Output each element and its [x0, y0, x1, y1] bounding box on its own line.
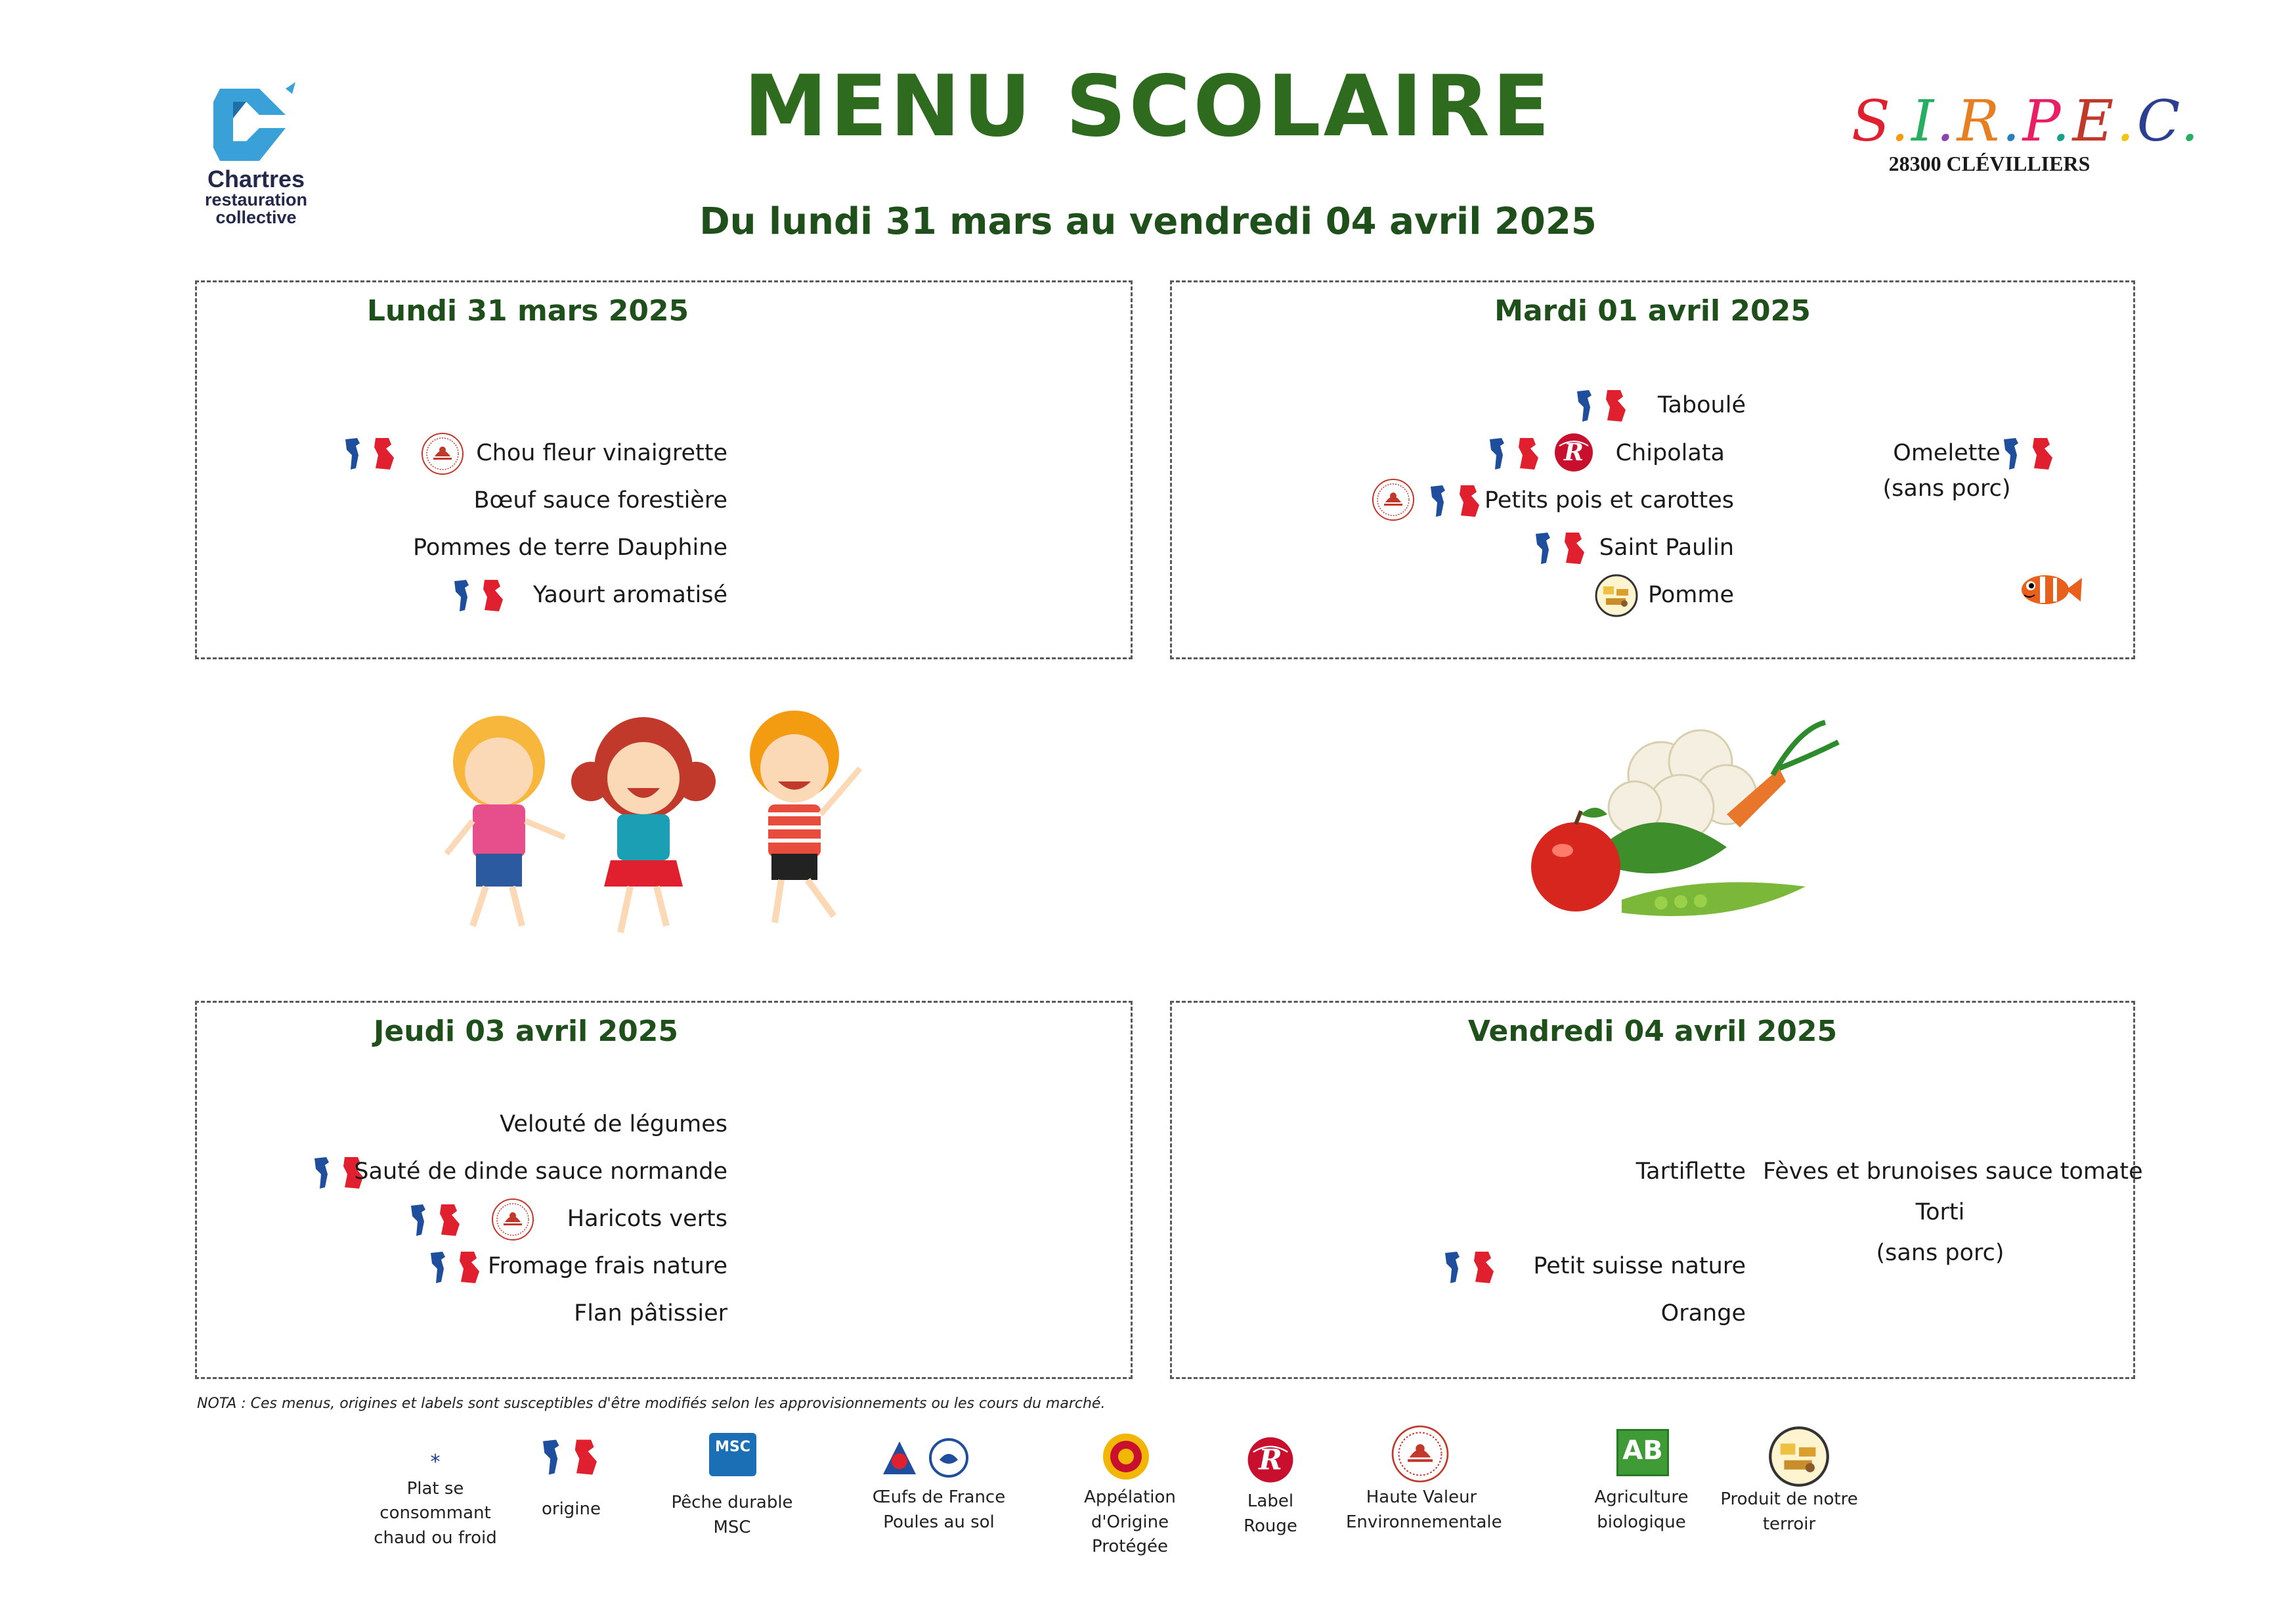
france-flag-icon: [1428, 483, 1482, 519]
terroir-icon: [1767, 1425, 1830, 1488]
legend-item-msc: [657, 1491, 808, 1540]
dish-mardi-4: Saint Paulin: [1599, 535, 1734, 561]
ab-icon: [1616, 1429, 1669, 1476]
legend-item-origine: [496, 1497, 647, 1522]
dish-vendredi-3: Orange: [1660, 1300, 1746, 1327]
page-title: MENU SCOLAIRE: [743, 58, 1553, 156]
dish-jeudi-1: Velouté de légumes: [500, 1111, 727, 1137]
dish-jeudi-4: Fromage frais nature: [488, 1253, 727, 1279]
dish-mardi-alt-1: Omelette: [1893, 440, 2001, 466]
sirpec-letter: S: [1852, 89, 1891, 154]
day-box-lundi: [195, 280, 1133, 659]
label-rouge-icon: [1553, 431, 1595, 473]
legend-label: d'Origine: [1091, 1512, 1169, 1532]
france-flag-icon: [428, 1249, 482, 1286]
legend-item-terroir: [1714, 1487, 1865, 1537]
label-rouge-icon: [1245, 1435, 1295, 1485]
hve-icon: [420, 431, 465, 476]
legend-item-oeufs: [863, 1485, 1014, 1535]
dish-lundi-1: Chou fleur vinaigrette: [476, 440, 727, 466]
day-title-vendredi: Vendredi 04 avril 2025: [1467, 1015, 1838, 1048]
star-icon: *: [430, 1451, 441, 1474]
dish-lundi-2: Bœuf sauce forestière: [473, 487, 727, 514]
legend-item-hve: [1346, 1485, 1502, 1535]
hve-icon: [1390, 1424, 1450, 1484]
sirpec-name: [1852, 89, 2201, 154]
legend-label: Appélation: [1084, 1487, 1176, 1507]
legend-label: Agriculture: [1594, 1487, 1689, 1507]
sirpec-letter: .: [2002, 89, 2023, 154]
legend-label: Environnementale: [1346, 1512, 1502, 1532]
dish-vendredi-alt-1: Fèves et brunoises sauce tomate: [1763, 1158, 2143, 1185]
sirpec-letter: .: [2116, 89, 2137, 154]
sirpec-logo: [1852, 89, 2201, 176]
day-title-jeudi: Jeudi 03 avril 2025: [374, 1015, 678, 1048]
day-box-mardi: [1170, 280, 2135, 659]
oeufs-de-france-icon: [877, 1435, 982, 1481]
dish-mardi-3: Petits pois et carottes: [1484, 487, 1734, 514]
ab-badge-text: AB: [1622, 1436, 1663, 1466]
legend-label: Œufs de France: [872, 1487, 1006, 1507]
france-flag-icon: [1442, 1249, 1496, 1286]
france-flag-icon: [1487, 435, 1541, 472]
dish-mardi-5: Pomme: [1648, 582, 1734, 608]
dish-mardi-alt-2: (sans porc): [1882, 475, 2011, 502]
legend-label: chaud ou froid: [374, 1527, 497, 1548]
dish-lundi-3: Pommes de terre Dauphine: [413, 535, 727, 561]
msc-icon: [709, 1433, 756, 1476]
chartres-logo-line3: collective: [215, 208, 297, 227]
legend-item-label-rouge: [1195, 1489, 1346, 1539]
dish-jeudi-5: Flan pâtissier: [574, 1300, 727, 1327]
day-title-lundi: Lundi 31 mars 2025: [366, 294, 689, 328]
france-flag-icon: [1533, 530, 1587, 567]
legend-item-aop: [1054, 1485, 1205, 1560]
france-flag-icon: [1574, 387, 1628, 424]
sirpec-letter: .: [2180, 89, 2201, 154]
dish-vendredi-1: Tartiflette: [1635, 1158, 1746, 1185]
legend-label: Pêche durable: [671, 1493, 793, 1512]
sirpec-letter: I: [1911, 89, 1937, 154]
dish-mardi-2: Chipolata: [1615, 440, 1725, 466]
legend-item-ab: [1566, 1485, 1717, 1535]
legend-label: origine: [541, 1499, 601, 1519]
dish-lundi-4: Yaourt aromatisé: [532, 582, 727, 608]
hve-icon: [490, 1197, 535, 1242]
france-flag-icon: [540, 1437, 600, 1478]
france-flag-icon: [452, 577, 506, 614]
sirpec-letter: R: [1957, 89, 2003, 154]
legend-label: consommant: [379, 1503, 491, 1524]
france-flag-icon: [2001, 435, 2055, 472]
legend-label: terroir: [1762, 1514, 1816, 1534]
msc-badge-text: MSC: [715, 1439, 750, 1455]
france-flag-icon: [343, 435, 397, 472]
dish-mardi-1: Taboulé: [1657, 392, 1746, 418]
legend-item-star: [360, 1448, 511, 1551]
dish-jeudi-2: Sauté de dinde sauce normande: [354, 1158, 727, 1185]
legend-label: Poules au sol: [883, 1512, 995, 1532]
legend-label: Produit de notre: [1720, 1489, 1858, 1509]
nota-text: NOTA : Ces menus, origines et labels sont susceptibles d'être modifiés selon les approvisionnements ou les cours du marché.: [197, 1395, 1106, 1412]
chartres-logo-line1: Chartres: [207, 165, 305, 192]
chartres-logo-line2: restauration: [204, 190, 308, 209]
dish-vendredi-alt-3: (sans porc): [1876, 1240, 2004, 1266]
dish-vendredi-alt-2: Torti: [1915, 1199, 1965, 1225]
day-title-mardi: Mardi 01 avril 2025: [1494, 294, 1811, 328]
legend-label: MSC: [713, 1517, 751, 1537]
terroir-icon: [1594, 573, 1639, 618]
day-box-vendredi: [1170, 1001, 2143, 1379]
sirpec-letter: .: [2052, 89, 2073, 154]
hve-icon: [1371, 477, 1416, 522]
legend-label: Protégée: [1092, 1537, 1168, 1557]
aop-icon: [1101, 1432, 1151, 1481]
legend-label: Label: [1247, 1491, 1294, 1511]
sirpec-town: 28300 CLÉVILLIERS: [1888, 152, 2090, 175]
legend-label: Haute Valeur: [1366, 1487, 1477, 1507]
sirpec-letter: P: [2022, 89, 2052, 154]
sirpec-letter: E: [2072, 89, 2117, 154]
legend-label: Plat se: [406, 1478, 464, 1499]
day-box-jeudi: [195, 1001, 1133, 1379]
dish-vendredi-2: Petit suisse nature: [1533, 1253, 1746, 1279]
page-subtitle: Du lundi 31 mars au vendredi 04 avril 2025: [699, 200, 1597, 243]
legend-label: biologique: [1597, 1512, 1686, 1532]
dish-jeudi-3: Haricots verts: [567, 1206, 727, 1232]
vegetables-illustration: [1530, 716, 1871, 939]
fish-icon: [2012, 563, 2085, 616]
sirpec-letter: .: [1890, 89, 1912, 154]
sirpec-letter: .: [1936, 89, 1957, 154]
children-illustration: [401, 696, 913, 959]
france-flag-icon: [408, 1202, 462, 1239]
sirpec-letter: C: [2136, 89, 2181, 154]
legend-label: Rouge: [1244, 1516, 1297, 1536]
